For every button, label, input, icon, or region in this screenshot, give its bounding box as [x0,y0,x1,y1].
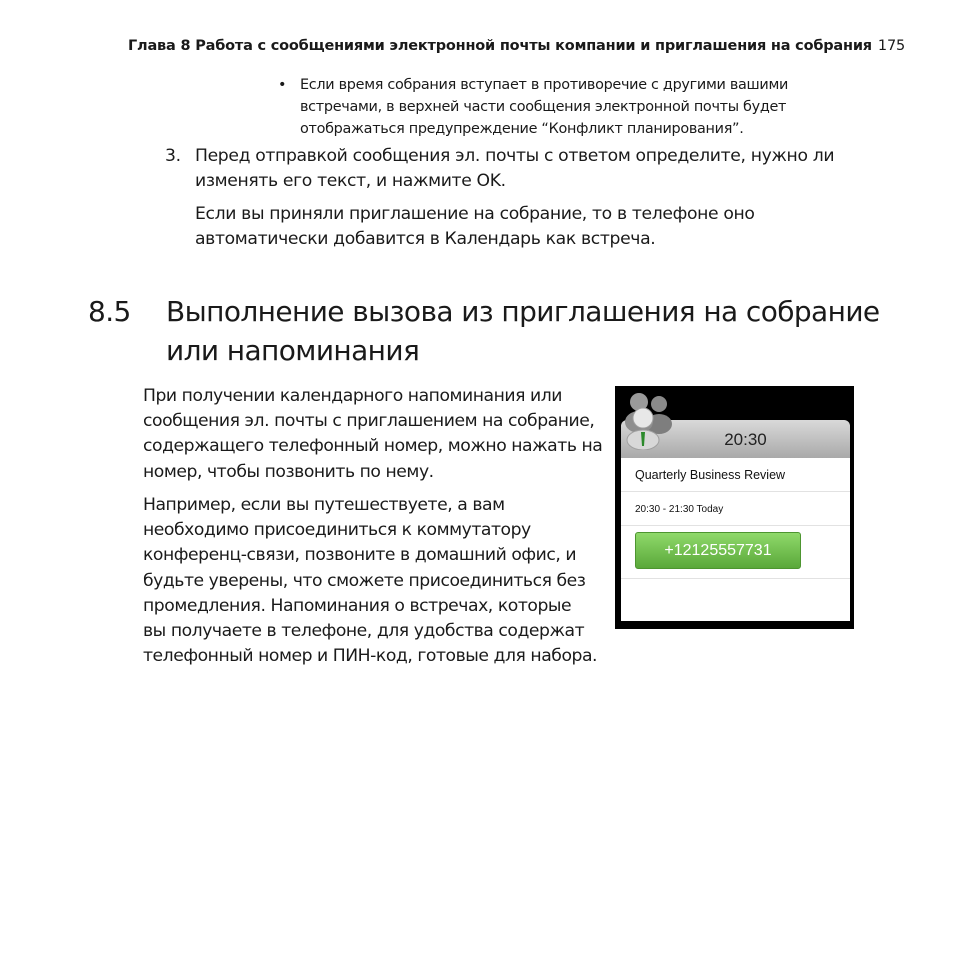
phone-screenshot [615,386,854,629]
step-line: Перед отправкой сообщения эл. почты с ответом определите, нужно ли [195,146,835,166]
paragraph-2 [143,493,613,669]
step-note [195,202,855,252]
paragraph-line: сообщения эл. почты с приглашением на собрание, [143,411,595,432]
section-number: 8.5 [88,295,131,328]
call-phone-number-button[interactable]: +12125557731 [635,532,801,569]
paragraph-line: промедления. Напоминания о встречах, которые [143,595,572,616]
clock-time: 20:30 [724,430,767,449]
paragraph-line: необходимо присоединиться к коммутатору [143,520,531,541]
step-line-end: . [500,171,506,191]
reminder-body [621,458,850,621]
step-text [195,144,855,194]
call-row [621,526,850,579]
step-line-text: изменять его текст, и нажмите [195,171,477,191]
paragraph-line: будьте уверены, что сможете присоединиться без [143,570,586,591]
paragraph-line: телефонный номер и ПИН-код, готовые для набора. [143,646,598,667]
paragraph-line: При получении календарного напоминания или [143,386,563,406]
bullet-line: Если время собрания вступает в противоречие с другими вашими [300,77,789,93]
paragraph-line: вы получаете в телефоне, для удобства содержат [143,621,585,642]
subject-row[interactable] [621,458,850,492]
page-number: 175 [877,38,905,54]
paragraph-1 [143,384,613,485]
step-number: 3. [165,146,181,166]
section-title-line: Выполнение вызова из приглашения на собрание [166,295,880,328]
ok-keyword: OK [476,171,501,191]
contacts-people-icon [619,388,675,450]
paragraph-line: номер, чтобы позвонить по нему. [143,461,434,482]
paragraph-line: содержащего телефонный номер, можно нажать на [143,436,603,457]
meeting-time-range: 20:30 - 21:30 Today [635,504,724,515]
chapter-title: Глава 8 Работа с сообщениями электронной почты компании и приглашения на собрания [128,38,872,54]
note-line: автоматически добавится в Календарь как встреча. [195,229,656,249]
note-line: Если вы приняли приглашение на собрание, то в телефоне оно [195,204,755,224]
meeting-subject: Quarterly Business Review [635,468,786,482]
bullet-line: встречами, в верхней части сообщения электронной почты будет [300,99,787,115]
step-line [195,169,855,194]
time-row [621,492,850,526]
bullet-symbol: • [278,77,287,93]
bullet-text [300,74,840,140]
paragraph-line: конференц-связи, позвоните в домашний офис, и [143,545,577,566]
running-header [128,38,903,54]
section-title-line: или напоминания [166,334,420,367]
paragraph-line: Например, если вы путешествуете, а вам [143,495,505,515]
bullet-line: отображаться предупреждение “Конфликт планирования”. [300,121,744,137]
section-title [166,292,886,370]
